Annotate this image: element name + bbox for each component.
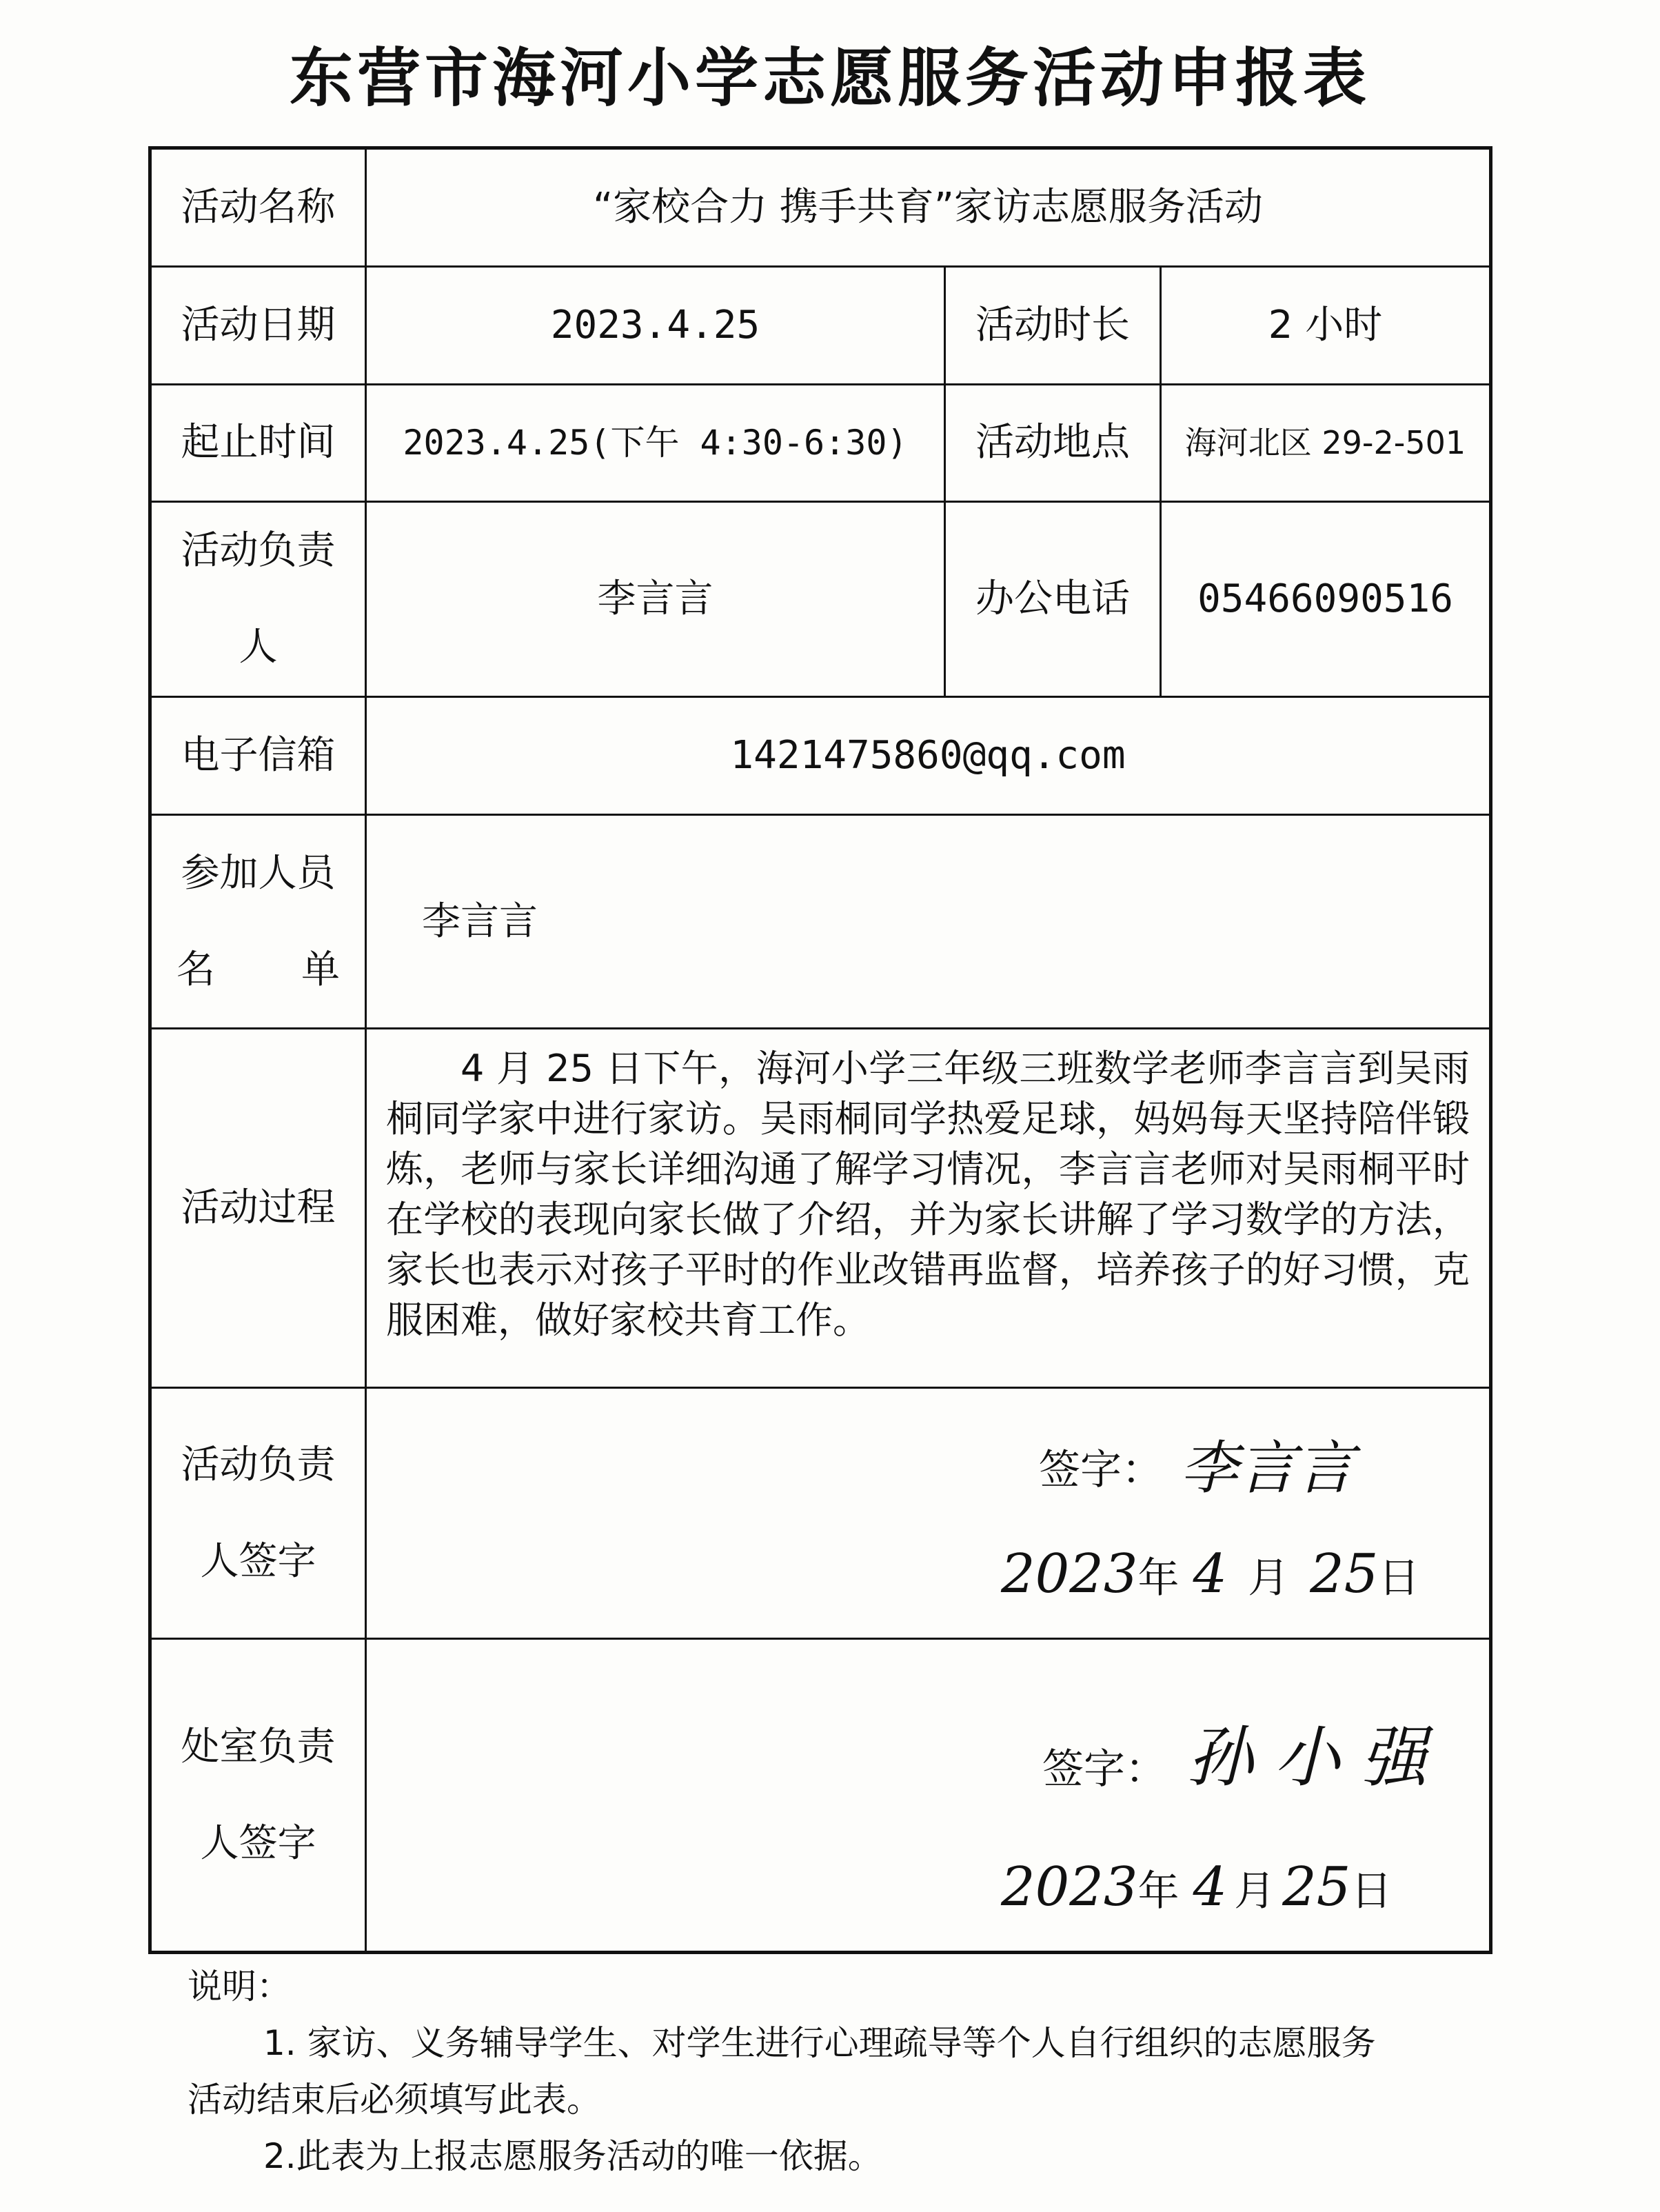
participants-label-line2 (165, 922, 351, 1018)
row-time (150, 384, 1491, 501)
application-form-table (148, 146, 1492, 1954)
office-sign-label (150, 1639, 366, 1953)
date-label: 活动日期 (150, 267, 366, 384)
leader-value: 李言言 (366, 501, 945, 697)
leader-sign-label-line2: 人签字 (200, 1538, 316, 1584)
notes-section (188, 1958, 1484, 2184)
participants-label (150, 814, 366, 1029)
leader-sign-day: 25 (1310, 1542, 1379, 1605)
leader-sign-label (150, 1388, 366, 1639)
leader-sign-year: 2023 (1001, 1542, 1138, 1605)
office-sign-year: 2023 (1001, 1856, 1138, 1918)
location-label: 活动地点 (945, 384, 1161, 501)
leader-handwritten-signature: 李言言 (1180, 1434, 1355, 1502)
process-text-cell (366, 1029, 1491, 1388)
notes-item2: 2.此表为上报志愿服务活动的唯一依据。 (263, 2136, 882, 2176)
date-value: 2023.4.25 (366, 267, 945, 384)
row-activity-name (150, 148, 1491, 267)
leader-label-line1: 活动负责 (181, 528, 336, 574)
email-value: 1421475860@qq.com (366, 697, 1491, 814)
participants-label-line1: 参加人员 (181, 850, 336, 896)
office-sign-month-unit: 月 (1234, 1867, 1276, 1916)
email-label: 电子信箱 (150, 697, 366, 814)
leader-sign-caption: 签字： (1039, 1445, 1163, 1494)
notes-heading: 说明： (188, 1967, 291, 2007)
row-leader-signature (150, 1388, 1491, 1639)
row-participants (150, 814, 1491, 1029)
office-sign-date (1001, 1854, 1392, 1922)
leader-sign-year-unit: 年 (1137, 1554, 1180, 1602)
office-sign-label-line1: 处室负责 (181, 1724, 336, 1769)
notes-item1-line1: 1. 家访、义务辅导学生、对学生进行心理疏导等个人自行组织的志愿服务 (263, 2023, 1376, 2063)
leader-label (150, 501, 366, 697)
office-sign-area (366, 1639, 1491, 1953)
office-sign-day: 25 (1282, 1856, 1351, 1918)
leader-sign-day-unit: 日 (1378, 1554, 1420, 1602)
row-leader (150, 501, 1491, 697)
time-value: 2023.4.25(下午 4:30-6:30) (366, 384, 945, 501)
row-date (150, 267, 1491, 384)
leader-sign-area (366, 1388, 1491, 1639)
participants-label-dan: 单 (301, 947, 340, 992)
location-value: 海河北区 29-2-501 (1161, 384, 1491, 501)
process-text: 4 月 25 日下午，海河小学三年级三班数学老师李言言到吴雨桐同学家中进行家访。吴雨桐同学热爱足球，妈妈每天坚持陪伴锻炼，老师与家长详细沟通了解学习情况，李言言老师对吴雨桐平时在学校的表现向家长做了介绍，并为家长讲解了学习数学的方法，家长也表示对孩子平时的作业改错再监督，培养孩子的好习惯，克服困难，做好家校共育工作。 (386, 1047, 1470, 1343)
row-email (150, 697, 1491, 814)
phone-label: 办公电话 (945, 501, 1161, 697)
row-process (150, 1029, 1491, 1388)
duration-label: 活动时长 (945, 267, 1161, 384)
office-sign-label-line2: 人签字 (200, 1820, 316, 1866)
activity-name-label: 活动名称 (150, 148, 366, 267)
row-office-signature (150, 1639, 1491, 1953)
leader-label-line2: 人 (239, 625, 278, 670)
phone-value: 05466090516 (1161, 501, 1491, 697)
leader-sign-date (1001, 1541, 1419, 1609)
time-label: 起止时间 (150, 384, 366, 501)
office-sign-year-unit: 年 (1137, 1867, 1180, 1916)
participants-label-ming: 名 (176, 947, 215, 992)
leader-sign-month-unit: 月 (1248, 1554, 1290, 1602)
participants-value: 李言言 (366, 814, 1491, 1029)
leader-sign-label-line1: 活动负责 (181, 1442, 336, 1487)
office-sign-day-unit: 日 (1350, 1867, 1393, 1916)
leader-sign-month: 4 (1193, 1542, 1228, 1605)
page-title: 东营市海河小学志愿服务活动申报表 (289, 41, 1370, 115)
notes-item1-line2: 活动结束后必须填写此表。 (188, 2080, 601, 2120)
office-sign-month: 4 (1193, 1856, 1228, 1918)
process-label: 活动过程 (150, 1029, 366, 1388)
office-handwritten-signature: 孙小强 (1187, 1718, 1448, 1796)
office-sign-caption: 签字： (1042, 1745, 1166, 1793)
activity-name-value: “家校合力 携手共育”家访志愿服务活动 (366, 148, 1491, 267)
duration-value: 2 小时 (1161, 267, 1491, 384)
